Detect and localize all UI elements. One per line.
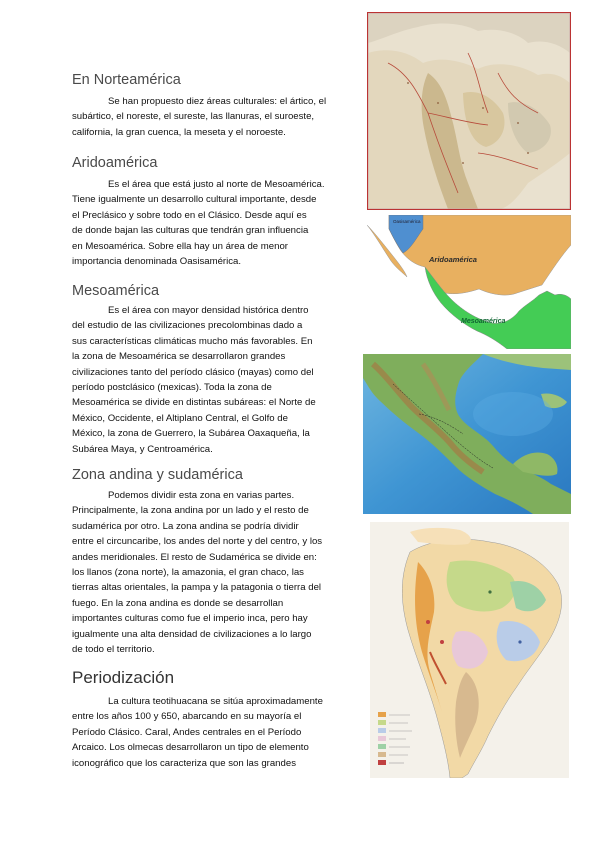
mesoamerica-label: Mesoamérica [461, 318, 506, 325]
text-line: california, la gran cuenca, la meseta y el noroeste. [72, 126, 286, 138]
south-america-map-graphic [370, 522, 569, 778]
text-line: Se han propuesto diez áreas culturales: el ártico, el [108, 96, 327, 107]
text-line: Subárea Maya, y Centroamérica. [72, 443, 213, 455]
paragraph-aridoamerica [72, 177, 364, 269]
text-line: fuego. En la zona andina es donde se desarrollan [72, 597, 284, 609]
mesoamerica-relief-map-graphic [363, 354, 571, 514]
aridoamerica-label: Aridoamérica [429, 255, 477, 264]
text-line: iconográfico que los caracteriza que son las grandes [72, 757, 296, 769]
text-line: igualmente una alta densidad de civilizaciones a lo largo [72, 628, 312, 640]
text-line: tierras altas orientales, la pampa y la patagonia o tierra del [72, 582, 322, 594]
text-line: el Preclásico y sobre todo en el Clásico. Desde aquí es [72, 209, 307, 221]
text-line: entre los años 100 y 650, abarcando en su mayoría el [72, 711, 302, 723]
text-line: Es el área que está justo al norte de Mesoamérica. [108, 179, 325, 190]
text-line: Mesoamérica se divide en distintas subáreas: el Norte de [72, 397, 316, 409]
text-line: México, Occidente, el Altiplano Central, el Golfo de [72, 412, 288, 424]
text-line: Período Clásico. Caral, Andes centrales en el Período [72, 726, 302, 738]
text-line: La cultura teotihuacana se sitúa aproximadamente [108, 696, 323, 707]
mesoamerica-relief-map [363, 354, 571, 514]
text-line: civilizaciones tanto del período clásico (mayas) como del [72, 366, 314, 378]
paragraph-periodizacion [72, 694, 364, 771]
heading-aridoamerica: Aridoamérica [72, 155, 158, 171]
text-line: período postclásico (mexicas). Toda la zona de [72, 382, 272, 394]
oasisamerica-label: Oasisamérica [393, 219, 421, 224]
paragraph-mesoamerica [72, 303, 364, 457]
heading-zona-andina: Zona andina y sudamérica [72, 467, 243, 483]
text-line: importantes culturas como fue el imperio inca, pero hay [72, 613, 308, 625]
heading-periodizacion: Periodización [72, 668, 175, 687]
text-line: Arcaico. Los olmecas desarrollaron un tipo de elemento [72, 742, 309, 754]
text-line: subártico, el noreste, el sureste, las llanuras, el suroeste, [72, 111, 315, 123]
text-line: de donde bajan las culturas que tendrán gran influencia [72, 225, 309, 237]
text-line: sus características climáticas mucho más favorables. En [72, 335, 313, 347]
text-line: los llanos (zona norte), la amazonia, el gran chaco, las [72, 567, 304, 579]
text-line: del estudio de las civilizaciones precolombinas dado a [72, 320, 303, 332]
text-line: en Mesoamérica. Sobre ella hay un área de menor [72, 240, 288, 252]
heading-mesoamerica: Mesoamérica [72, 283, 160, 299]
aridoamerica-map-graphic [367, 215, 571, 349]
text-line: Principalmente, la zona andina por un lado y el resto de [72, 505, 309, 517]
text-line: Podemos dividir esta zona en varias partes. [108, 490, 295, 501]
paragraph-zona-andina [72, 488, 364, 657]
text-line: andes meridionales. El resto de Sudamérica se divide en: [72, 551, 317, 563]
text-line: Es el área con mayor densidad histórica dentro [108, 305, 309, 316]
paragraph-norteamerica [72, 94, 364, 140]
text-line: de todo el territorio. [72, 644, 155, 656]
text-line: la zona de Mesoamérica se desarrollaron grandes [72, 351, 286, 363]
heading-norteamerica: En Norteamérica [72, 72, 181, 88]
aridoamerica-map [367, 215, 571, 349]
text-line: entre el circuncaribe, los andes del norte y del centro, y los [72, 536, 323, 548]
text-line: México, la zona de Guerrero, la Subárea Oaxaqueña, la [72, 428, 310, 440]
north-america-map [367, 12, 571, 210]
north-america-map-graphic [368, 13, 570, 209]
south-america-map [370, 522, 569, 778]
text-line: Tiene igualmente un desarrollo cultural importante, desde [72, 194, 317, 206]
text-line: importancia denominada Oasisamérica. [72, 256, 242, 268]
text-line: sudamérica por otro. La zona andina se podría dividir [72, 520, 299, 532]
